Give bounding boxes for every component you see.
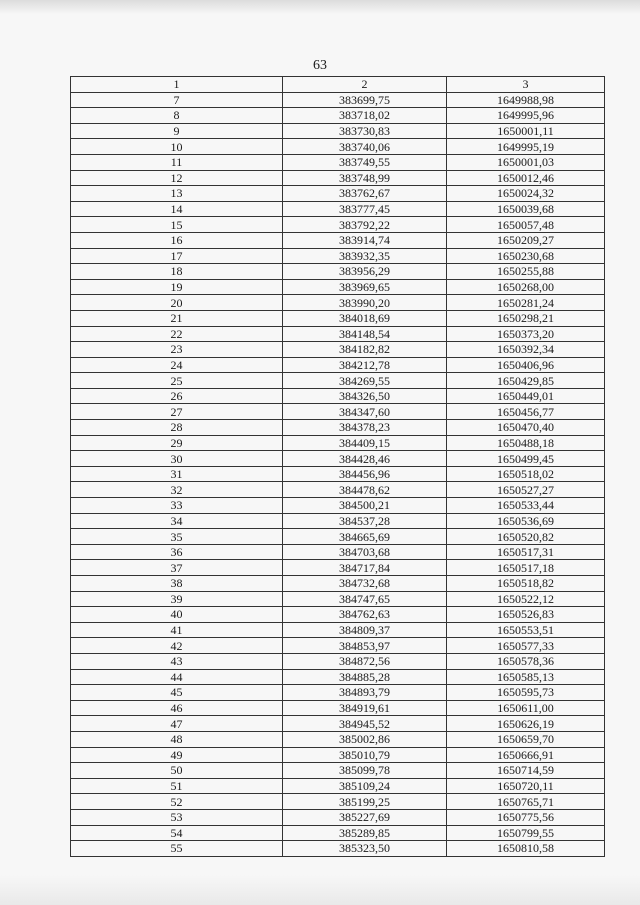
table-row <box>71 388 605 404</box>
cell-y: 1650810,58 <box>447 841 605 857</box>
cell-point: 12 <box>71 170 283 186</box>
cell-point: 7 <box>71 92 283 108</box>
cell-y: 1650392,34 <box>447 342 605 358</box>
cell-y: 1650666,91 <box>447 747 605 763</box>
cell-x: 383914,74 <box>283 232 447 248</box>
table-row <box>71 295 605 311</box>
cell-y: 1649988,98 <box>447 92 605 108</box>
cell-x: 384919,61 <box>283 700 447 716</box>
cell-point: 31 <box>71 466 283 482</box>
cell-point: 37 <box>71 560 283 576</box>
table-row <box>71 123 605 139</box>
cell-y: 1649995,96 <box>447 108 605 124</box>
header-cell-x: 2 <box>283 77 447 93</box>
cell-x: 384885,28 <box>283 669 447 685</box>
table-body <box>71 77 605 857</box>
cell-y: 1650527,27 <box>447 482 605 498</box>
cell-x: 384537,28 <box>283 513 447 529</box>
cell-point: 51 <box>71 778 283 794</box>
table-row <box>71 342 605 358</box>
cell-x: 384872,56 <box>283 653 447 669</box>
cell-point: 25 <box>71 373 283 389</box>
cell-y: 1650518,82 <box>447 576 605 592</box>
cell-point: 18 <box>71 264 283 280</box>
table-row <box>71 264 605 280</box>
cell-y: 1650585,13 <box>447 669 605 685</box>
cell-x: 384326,50 <box>283 388 447 404</box>
cell-y: 1650012,46 <box>447 170 605 186</box>
cell-x: 384456,96 <box>283 466 447 482</box>
cell-x: 384853,97 <box>283 638 447 654</box>
table-row <box>71 576 605 592</box>
cell-y: 1650456,77 <box>447 404 605 420</box>
cell-y: 1650577,33 <box>447 638 605 654</box>
table-row <box>71 404 605 420</box>
table-row <box>71 186 605 202</box>
cell-point: 47 <box>71 716 283 732</box>
cell-x: 384212,78 <box>283 357 447 373</box>
cell-x: 384378,23 <box>283 420 447 436</box>
table-row <box>71 248 605 264</box>
cell-point: 43 <box>71 653 283 669</box>
table-row <box>71 513 605 529</box>
table-row <box>71 669 605 685</box>
cell-point: 24 <box>71 357 283 373</box>
cell-point: 29 <box>71 435 283 451</box>
cell-point: 26 <box>71 388 283 404</box>
cell-x: 383969,65 <box>283 279 447 295</box>
cell-y: 1650470,40 <box>447 420 605 436</box>
coordinates-table <box>70 76 605 857</box>
cell-x: 384762,63 <box>283 607 447 623</box>
cell-point: 10 <box>71 139 283 155</box>
cell-x: 384500,21 <box>283 498 447 514</box>
cell-y: 1650553,51 <box>447 622 605 638</box>
cell-point: 32 <box>71 482 283 498</box>
table-row <box>71 310 605 326</box>
cell-point: 41 <box>71 622 283 638</box>
cell-y: 1650659,70 <box>447 731 605 747</box>
cell-y: 1650001,03 <box>447 154 605 170</box>
cell-y: 1650611,00 <box>447 700 605 716</box>
cell-y: 1650429,85 <box>447 373 605 389</box>
cell-x: 383730,83 <box>283 123 447 139</box>
cell-y: 1650517,31 <box>447 544 605 560</box>
cell-x: 384893,79 <box>283 685 447 701</box>
cell-y: 1650499,45 <box>447 451 605 467</box>
table-row <box>71 653 605 669</box>
cell-point: 19 <box>71 279 283 295</box>
page-number: 63 <box>313 58 327 73</box>
cell-y: 1650488,18 <box>447 435 605 451</box>
table-header-row <box>71 77 605 93</box>
cell-point: 50 <box>71 763 283 779</box>
cell-x: 383762,67 <box>283 186 447 202</box>
cell-point: 21 <box>71 310 283 326</box>
table-row <box>71 420 605 436</box>
cell-y: 1650373,20 <box>447 326 605 342</box>
cell-y: 1650057,48 <box>447 217 605 233</box>
cell-point: 28 <box>71 420 283 436</box>
cell-point: 42 <box>71 638 283 654</box>
cell-y: 1650799,55 <box>447 825 605 841</box>
cell-point: 13 <box>71 186 283 202</box>
table-row <box>71 731 605 747</box>
table-row <box>71 716 605 732</box>
cell-x: 383792,22 <box>283 217 447 233</box>
cell-y: 1650001,11 <box>447 123 605 139</box>
cell-x: 384148,54 <box>283 326 447 342</box>
cell-point: 30 <box>71 451 283 467</box>
cell-x: 384018,69 <box>283 310 447 326</box>
cell-point: 53 <box>71 809 283 825</box>
table-row <box>71 92 605 108</box>
header-cell-y: 3 <box>447 77 605 93</box>
cell-y: 1650024,32 <box>447 186 605 202</box>
table-row <box>71 154 605 170</box>
cell-x: 383990,20 <box>283 295 447 311</box>
cell-x: 384809,37 <box>283 622 447 638</box>
cell-point: 54 <box>71 825 283 841</box>
table-row <box>71 809 605 825</box>
cell-x: 385199,25 <box>283 794 447 810</box>
cell-point: 35 <box>71 529 283 545</box>
cell-point: 44 <box>71 669 283 685</box>
cell-y: 1650775,56 <box>447 809 605 825</box>
cell-x: 384347,60 <box>283 404 447 420</box>
cell-point: 46 <box>71 700 283 716</box>
cell-point: 23 <box>71 342 283 358</box>
cell-x: 385010,79 <box>283 747 447 763</box>
table-row <box>71 747 605 763</box>
cell-x: 385323,50 <box>283 841 447 857</box>
scan-top-shadow <box>0 0 640 14</box>
cell-point: 49 <box>71 747 283 763</box>
cell-x: 384732,68 <box>283 576 447 592</box>
table-row <box>71 685 605 701</box>
cell-x: 385002,86 <box>283 731 447 747</box>
cell-point: 33 <box>71 498 283 514</box>
table-row <box>71 700 605 716</box>
table-row <box>71 498 605 514</box>
cell-point: 27 <box>71 404 283 420</box>
cell-y: 1650255,88 <box>447 264 605 280</box>
cell-x: 383749,55 <box>283 154 447 170</box>
cell-y: 1650765,71 <box>447 794 605 810</box>
cell-x: 383740,06 <box>283 139 447 155</box>
table-row <box>71 482 605 498</box>
table-row <box>71 607 605 623</box>
cell-point: 22 <box>71 326 283 342</box>
table-row <box>71 139 605 155</box>
cell-y: 1650230,68 <box>447 248 605 264</box>
table-row <box>71 763 605 779</box>
cell-point: 15 <box>71 217 283 233</box>
cell-point: 36 <box>71 544 283 560</box>
cell-point: 20 <box>71 295 283 311</box>
cell-x: 385227,69 <box>283 809 447 825</box>
cell-x: 384269,55 <box>283 373 447 389</box>
cell-y: 1650281,24 <box>447 295 605 311</box>
cell-y: 1650039,68 <box>447 201 605 217</box>
table-row <box>71 622 605 638</box>
table-row <box>71 170 605 186</box>
cell-x: 384703,68 <box>283 544 447 560</box>
cell-y: 1650209,27 <box>447 232 605 248</box>
cell-y: 1649995,19 <box>447 139 605 155</box>
cell-x: 383718,02 <box>283 108 447 124</box>
cell-x: 385109,24 <box>283 778 447 794</box>
cell-y: 1650449,01 <box>447 388 605 404</box>
cell-y: 1650526,83 <box>447 607 605 623</box>
cell-y: 1650626,19 <box>447 716 605 732</box>
table-row <box>71 279 605 295</box>
cell-x: 383748,99 <box>283 170 447 186</box>
table-row <box>71 373 605 389</box>
table-row <box>71 591 605 607</box>
cell-point: 45 <box>71 685 283 701</box>
cell-y: 1650406,96 <box>447 357 605 373</box>
table-row <box>71 435 605 451</box>
cell-x: 383932,35 <box>283 248 447 264</box>
cell-x: 385099,78 <box>283 763 447 779</box>
table-row <box>71 451 605 467</box>
table-row <box>71 326 605 342</box>
cell-point: 40 <box>71 607 283 623</box>
table-row <box>71 544 605 560</box>
header-cell-point: 1 <box>71 77 283 93</box>
cell-point: 48 <box>71 731 283 747</box>
table-row <box>71 466 605 482</box>
cell-y: 1650533,44 <box>447 498 605 514</box>
cell-y: 1650714,59 <box>447 763 605 779</box>
cell-x: 384747,65 <box>283 591 447 607</box>
cell-point: 11 <box>71 154 283 170</box>
table-row <box>71 529 605 545</box>
cell-y: 1650520,82 <box>447 529 605 545</box>
cell-y: 1650298,21 <box>447 310 605 326</box>
cell-x: 384717,84 <box>283 560 447 576</box>
cell-point: 38 <box>71 576 283 592</box>
cell-point: 52 <box>71 794 283 810</box>
cell-x: 384409,15 <box>283 435 447 451</box>
cell-point: 17 <box>71 248 283 264</box>
cell-y: 1650536,69 <box>447 513 605 529</box>
cell-x: 384478,62 <box>283 482 447 498</box>
cell-x: 384182,82 <box>283 342 447 358</box>
cell-y: 1650518,02 <box>447 466 605 482</box>
cell-y: 1650522,12 <box>447 591 605 607</box>
cell-x: 384665,69 <box>283 529 447 545</box>
table-row <box>71 841 605 857</box>
cell-x: 383699,75 <box>283 92 447 108</box>
table-row <box>71 201 605 217</box>
cell-x: 384945,52 <box>283 716 447 732</box>
table-row <box>71 232 605 248</box>
table-row <box>71 638 605 654</box>
table-row <box>71 778 605 794</box>
cell-point: 8 <box>71 108 283 124</box>
cell-point: 55 <box>71 841 283 857</box>
cell-point: 34 <box>71 513 283 529</box>
table-row <box>71 560 605 576</box>
cell-y: 1650517,18 <box>447 560 605 576</box>
table-row <box>71 108 605 124</box>
cell-point: 39 <box>71 591 283 607</box>
cell-point: 14 <box>71 201 283 217</box>
table-row <box>71 825 605 841</box>
cell-x: 383777,45 <box>283 201 447 217</box>
cell-x: 383956,29 <box>283 264 447 280</box>
table-row <box>71 357 605 373</box>
cell-y: 1650578,36 <box>447 653 605 669</box>
cell-x: 385289,85 <box>283 825 447 841</box>
scan-bottom-shadow <box>0 875 640 905</box>
table-row <box>71 794 605 810</box>
cell-y: 1650720,11 <box>447 778 605 794</box>
cell-x: 384428,46 <box>283 451 447 467</box>
cell-point: 9 <box>71 123 283 139</box>
cell-y: 1650268,00 <box>447 279 605 295</box>
cell-y: 1650595,73 <box>447 685 605 701</box>
cell-point: 16 <box>71 232 283 248</box>
table-row <box>71 217 605 233</box>
